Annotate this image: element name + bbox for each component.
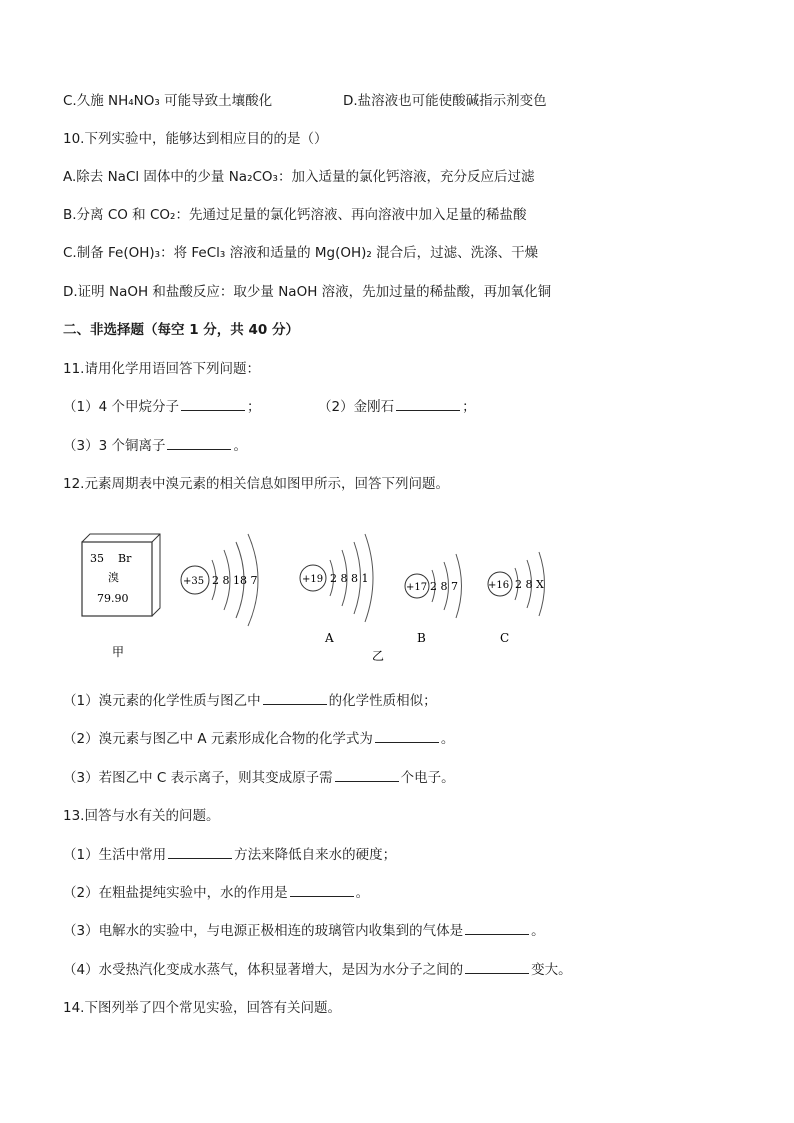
- br-nucleus: +35: [183, 576, 205, 587]
- a-nucleus: +19: [302, 574, 324, 585]
- q11-part-3-text: （3）3 个铜离子: [63, 438, 166, 454]
- q12-stem: 12.元素周期表中溴元素的相关信息如图甲所示，回答下列问题。: [63, 476, 449, 492]
- b-shells: 2 8 7: [430, 580, 458, 593]
- q12-part-2: [63, 730, 454, 748]
- label-yi: 乙: [372, 649, 385, 663]
- q10-stem: 10.下列实验中，能够达到相应目的的是（）: [63, 131, 328, 147]
- q12-part-1-end: 的化学性质相似；: [328, 693, 437, 709]
- q13-stem: 13.回答与水有关的问题。: [63, 808, 220, 824]
- q10-option-c: C.制备 Fe(OH)₃：将 FeCl₃ 溶液和适量的 Mg(OH)₂ 混合后，过滤、洗涤、干燥: [63, 245, 539, 261]
- c-shells: 2 8 X: [515, 578, 544, 591]
- q10-option-d: D.证明 NaOH 和盐酸反应：取少量 NaOH 溶液，先加过量的稀盐酸，再加氧化铜: [63, 284, 552, 300]
- q13-part-1: [63, 846, 396, 864]
- periodic-table-cell: [82, 534, 160, 616]
- q12-part-3: [63, 769, 455, 787]
- label-jia: 甲: [112, 645, 125, 659]
- bromine-atom-figure: [60, 520, 580, 670]
- q13-part-2-end: 。: [355, 885, 370, 901]
- q11-part-1-end: ；: [246, 399, 261, 415]
- answer-blank[interactable]: [396, 398, 460, 411]
- q10-option-a: A.除去 NaCl 固体中的少量 Na₂CO₃：加入适量的氯化钙溶液，充分反应后过滤: [63, 169, 535, 185]
- q13-part-4: [63, 961, 572, 979]
- q11-part-2-end: ；: [462, 399, 476, 415]
- answer-blank[interactable]: [375, 730, 439, 743]
- q13-part-4-text: （4）水受热汽化变成水蒸气，体积显著增大，是因为水分子之间的: [63, 962, 464, 978]
- q13-part-3: [63, 922, 545, 940]
- answer-blank[interactable]: [290, 884, 354, 897]
- structure-b: [405, 554, 462, 645]
- q9-option-d: D.盐溶液也可能使酸碱指示剂变色: [343, 93, 547, 109]
- label-b: B: [417, 631, 426, 645]
- answer-blank[interactable]: [465, 922, 529, 935]
- label-c: C: [500, 631, 510, 645]
- q11-part-2: [318, 398, 476, 416]
- q12-part-3-end: 个电子。: [400, 770, 455, 786]
- q11-part-1: [63, 398, 260, 416]
- q12-part-2-text: （2）溴元素与图乙中 A 元素形成化合物的化学式为: [63, 731, 373, 747]
- q13-part-2: [63, 884, 369, 902]
- a-shells: 2 8 8 1: [330, 572, 369, 585]
- q11-part-3: [63, 437, 247, 455]
- q11-part-1-text: （1）4 个甲烷分子: [63, 399, 179, 415]
- answer-blank[interactable]: [263, 692, 327, 705]
- structure-a: [300, 534, 373, 645]
- q11-stem: 11.请用化学用语回答下列问题：: [63, 361, 260, 377]
- answer-blank[interactable]: [167, 437, 231, 450]
- q11-part-2-text: （2）金刚石: [318, 399, 395, 415]
- b-nucleus: +17: [406, 582, 428, 593]
- q13-part-1-text: （1）生活中常用: [63, 847, 167, 863]
- c-nucleus: +16: [488, 580, 510, 591]
- q13-part-1-end: 方法来降低自来水的硬度；: [234, 847, 397, 863]
- q12-part-3-text: （3）若图乙中 C 表示离子，则其变成原子需: [63, 770, 333, 786]
- q11-part-3-end: 。: [233, 438, 247, 454]
- q13-part-3-text: （3）电解水的实验中，与电源正极相连的玻璃管内收集到的气体是: [63, 923, 464, 939]
- q12-part-1-text: （1）溴元素的化学性质与图乙中: [63, 693, 261, 709]
- q10-option-b: B.分离 CO 和 CO₂：先通过足量的氯化钙溶液、再向溶液中加入足量的稀盐酸: [63, 207, 527, 223]
- br-shells: 2 8 18 7: [212, 574, 258, 587]
- answer-blank[interactable]: [168, 846, 232, 859]
- q13-part-4-end: 变大。: [531, 962, 572, 978]
- cell-atomic-number: 35: [90, 552, 104, 565]
- cell-mass: 79.90: [97, 592, 129, 605]
- cell-name: 溴: [108, 571, 119, 584]
- structure-c: [488, 552, 545, 645]
- answer-blank[interactable]: [465, 961, 529, 974]
- q9-option-c: C.久施 NH₄NO₃ 可能导致土壤酸化: [63, 93, 273, 109]
- bromine-structure: [181, 534, 258, 626]
- q13-part-3-end: 。: [531, 923, 545, 939]
- q12-part-2-end: 。: [440, 731, 455, 747]
- label-a: A: [325, 631, 334, 645]
- answer-blank[interactable]: [181, 398, 245, 411]
- cell-symbol: Br: [118, 552, 132, 565]
- q13-part-2-text: （2）在粗盐提纯实验中，水的作用是: [63, 885, 288, 901]
- q12-part-1: [63, 692, 437, 710]
- section-heading: 二、非选择题（每空 1 分，共 40 分）: [63, 322, 299, 338]
- q14-stem: 14.下图列举了四个常见实验，回答有关问题。: [63, 1000, 341, 1016]
- answer-blank[interactable]: [335, 769, 399, 782]
